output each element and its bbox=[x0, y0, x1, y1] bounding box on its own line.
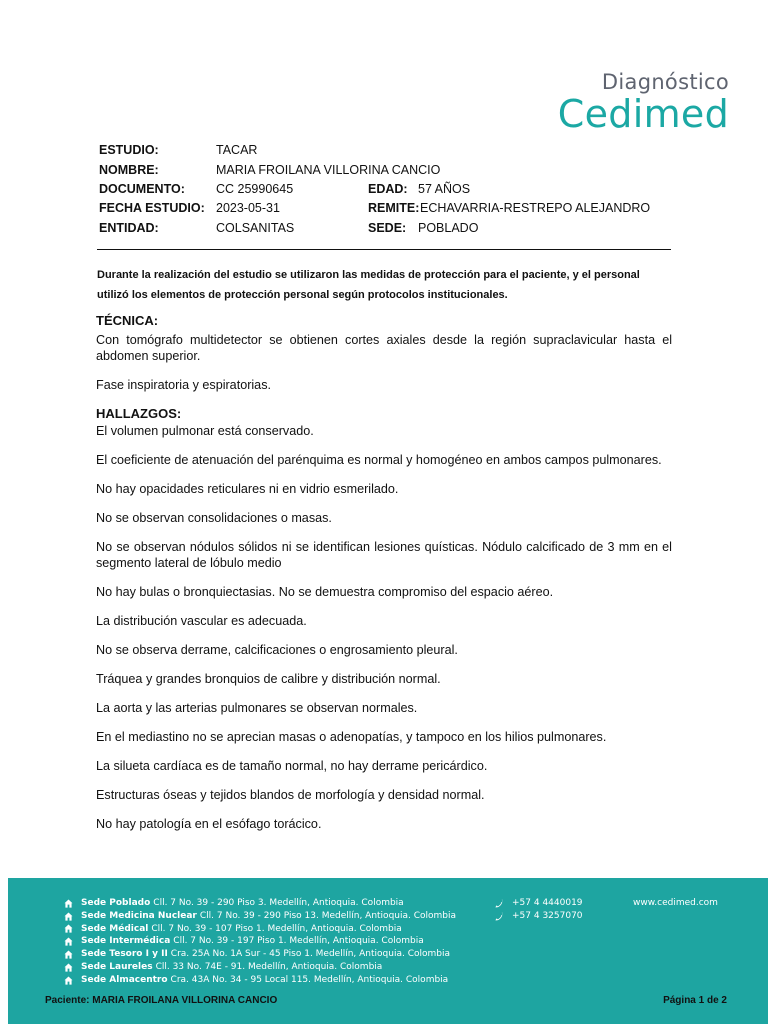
house-icon bbox=[64, 924, 73, 933]
sede-address: Cll. 7 No. 39 - 197 Piso 1. Medellín, Antioquia. Colombia bbox=[173, 936, 424, 947]
phone-icon bbox=[495, 899, 503, 908]
logo-diagnostico-text: Diagnóstico bbox=[601, 70, 729, 94]
sede-name: Sede Médical bbox=[81, 923, 149, 934]
house-icon bbox=[64, 912, 73, 921]
sede-name: Sede Intermédica bbox=[81, 936, 171, 947]
edad-label: EDAD: bbox=[368, 182, 408, 196]
fecha-label: FECHA ESTUDIO: bbox=[99, 201, 205, 215]
sede-address: Cll. 7 No. 39 - 107 Piso 1. Medellín, Antioquia. Colombia bbox=[151, 923, 402, 934]
house-icon bbox=[64, 950, 73, 959]
sede-name: Sede Almacentro bbox=[81, 974, 168, 985]
documento-label: DOCUMENTO: bbox=[99, 182, 185, 196]
sede-name: Sede Tesoro I y II bbox=[81, 949, 168, 960]
nombre-value: MARIA FROILANA VILLORINA CANCIO bbox=[216, 163, 441, 177]
phone-number: +57 4 3257070 bbox=[512, 910, 583, 921]
info-divider bbox=[97, 249, 671, 250]
logo-cedimed-text: Cedimed bbox=[557, 92, 729, 136]
documento-value: CC 25990645 bbox=[216, 182, 294, 196]
hallazgos-title: HALLAZGOS: bbox=[96, 406, 182, 421]
hallazgos-paragraph: No hay bulas o bronquiectasias. No se demuestra compromiso del espacio aéreo. bbox=[96, 585, 554, 599]
hallazgos-paragraph: El coeficiente de atenuación del parénquima es normal y homogéneo en ambos campos pulmonares. bbox=[96, 453, 662, 467]
hallazgos-paragraph: Estructuras óseas y tejidos blandos de morfología y densidad normal. bbox=[96, 788, 485, 802]
tecnica-title: TÉCNICA: bbox=[96, 313, 159, 328]
protection-notice: Durante la realización del estudio se utilizaron las medidas de protección para el paciente, y el personal utilizó los elementos de protección personal según protocolos institucionales. bbox=[97, 269, 640, 301]
website-link[interactable]: www.cedimed.com bbox=[633, 898, 718, 908]
phone-list bbox=[495, 897, 583, 923]
hallazgos-paragraph: No se observan consolidaciones o masas. bbox=[96, 511, 332, 525]
nombre-label: NOMBRE: bbox=[99, 163, 159, 177]
sede-item bbox=[64, 897, 456, 910]
entidad-label: ENTIDAD: bbox=[99, 221, 159, 235]
footer-patient-name: Paciente: MARIA FROILANA VILLORINA CANCIO bbox=[45, 995, 278, 1006]
hallazgos-paragraph: La distribución vascular es adecuada. bbox=[96, 614, 307, 628]
tecnica-paragraph: Con tomógrafo multidetector se obtienen cortes axiales desde la región supraclavicular hasta el abdomen superior. bbox=[96, 333, 672, 363]
house-icon bbox=[64, 937, 73, 946]
sede-name: Sede Poblado bbox=[81, 898, 151, 908]
phone-item bbox=[495, 897, 583, 910]
sede-name: Sede Medicina Nuclear bbox=[81, 910, 197, 921]
phone-number: +57 4 4440019 bbox=[512, 898, 583, 908]
sedes-list bbox=[64, 897, 456, 987]
sede-address: Cll. 33 No. 74E - 91. Medellín, Antioquia. Colombia bbox=[155, 961, 383, 972]
estudio-value: TACAR bbox=[216, 143, 258, 157]
hallazgos-paragraph: No se observa derrame, calcificaciones o engrosamiento pleural. bbox=[96, 643, 458, 657]
sede-label: SEDE: bbox=[368, 221, 407, 235]
edad-value: 57 AÑOS bbox=[418, 182, 471, 196]
page-number: Página 1 de 2 bbox=[663, 995, 727, 1006]
page-footer-bar bbox=[0, 990, 768, 1012]
hallazgos-paragraph: El volumen pulmonar está conservado. bbox=[96, 424, 314, 438]
report-body bbox=[96, 313, 672, 845]
tecnica-section bbox=[96, 313, 672, 393]
hallazgos-paragraph: No hay patología en el esófago torácico. bbox=[96, 817, 322, 831]
house-icon bbox=[64, 976, 73, 985]
sede-item bbox=[64, 935, 456, 948]
hallazgos-paragraph: No se observan nódulos sólidos ni se identifican lesiones quísticas. Nódulo calcificado de 3 mm en el segmento lateral de lóbulo medio bbox=[96, 540, 672, 570]
patient-info-block bbox=[99, 141, 671, 237]
hallazgos-paragraph: En el mediastino no se aprecian masas o adenopatías, y tampoco en los hilios pulmonares. bbox=[96, 730, 607, 744]
cedimed-logo bbox=[558, 70, 729, 136]
sede-item bbox=[64, 923, 456, 936]
phone-icon bbox=[495, 912, 503, 921]
estudio-label: ESTUDIO: bbox=[99, 143, 159, 157]
tecnica-paragraph: Fase inspiratoria y espiratorias. bbox=[96, 378, 271, 392]
hallazgos-paragraph: Tráquea y grandes bronquios de calibre y distribución normal. bbox=[96, 672, 441, 686]
house-icon bbox=[64, 963, 73, 972]
sede-address: Cll. 7 No. 39 - 290 Piso 3. Medellín, Antioquia. Colombia bbox=[153, 898, 404, 908]
phone-item bbox=[495, 910, 583, 923]
sede-address: Cra. 25A No. 1A Sur - 45 Piso 1. Medellín, Antioquia. Colombia bbox=[170, 949, 450, 960]
remite-value: ECHAVARRIA-RESTREPO ALEJANDRO bbox=[420, 201, 651, 215]
hallazgos-paragraph: La aorta y las arterias pulmonares se observan normales. bbox=[96, 701, 418, 715]
hallazgos-paragraph: La silueta cardíaca es de tamaño normal, no hay derrame pericárdico. bbox=[96, 759, 488, 773]
entidad-value: COLSANITAS bbox=[216, 221, 295, 235]
sede-item bbox=[64, 910, 456, 923]
hallazgos-section bbox=[96, 406, 672, 832]
hallazgos-paragraph: No hay opacidades reticulares ni en vidrio esmerilado. bbox=[96, 482, 399, 496]
sede-address: Cra. 43A No. 34 - 95 Local 115. Medellín, Antioquia. Colombia bbox=[170, 974, 449, 985]
sede-item bbox=[64, 974, 456, 987]
fecha-value: 2023-05-31 bbox=[216, 201, 280, 215]
sede-item bbox=[64, 961, 456, 974]
remite-label: REMITE: bbox=[368, 201, 420, 215]
sede-item bbox=[64, 948, 456, 961]
sede-address: Cll. 7 No. 39 - 290 Piso 13. Medellín, Antioquia. Colombia bbox=[199, 910, 457, 921]
sede-name: Sede Laureles bbox=[81, 961, 153, 972]
house-icon bbox=[64, 899, 73, 908]
sede-value: POBLADO bbox=[418, 221, 479, 235]
